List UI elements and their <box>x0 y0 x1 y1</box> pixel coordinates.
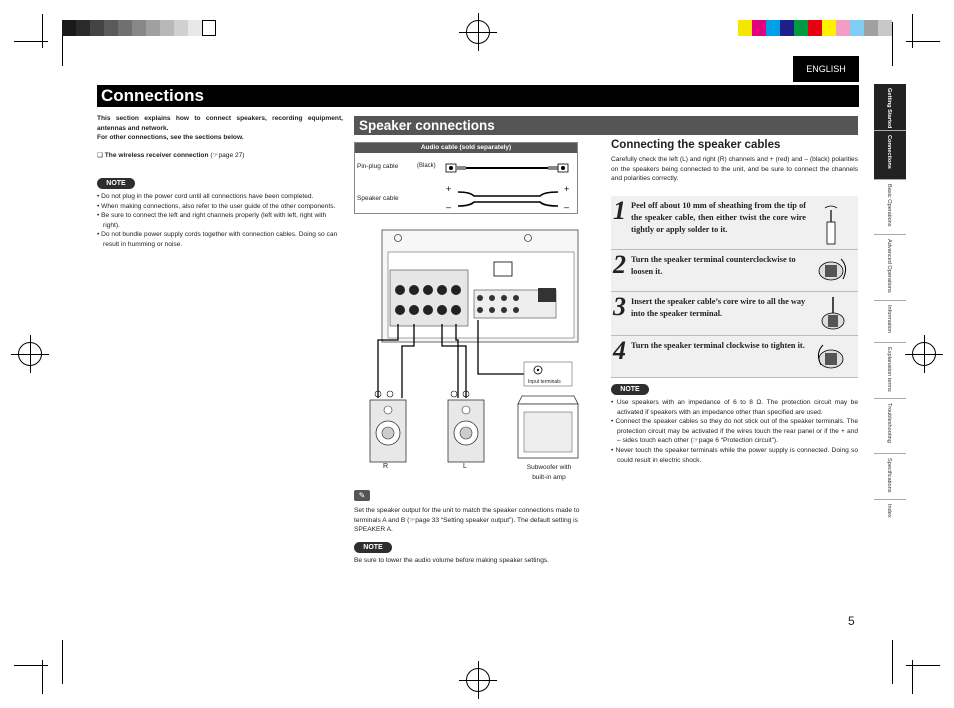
registration-mark-bottom <box>466 668 490 692</box>
memo-text: Set the speaker output for the unit to match the speaker connections made to terminals A and B ( <box>354 507 580 524</box>
terminal-tighten-icon <box>813 339 853 375</box>
step-1 <box>611 196 858 250</box>
terminal-loosen-icon <box>813 253 853 289</box>
tab-specifications[interactable]: Specifications <box>874 454 906 500</box>
tab-index[interactable]: Index <box>886 504 892 518</box>
speaker-left <box>448 391 484 462</box>
tab-connections[interactable]: Connections <box>874 131 906 180</box>
wireless-label: The wireless receiver connection <box>104 151 209 159</box>
note-item: • Never touch the speaker terminals while the power supply is connected. Doing so could result in electric shock. <box>611 446 858 464</box>
tab-basic-operations[interactable]: Basic Operations <box>874 180 906 235</box>
step-text: Turn the speaker terminal counterclockwise to loosen it. <box>631 255 796 276</box>
tab-explanation-terms[interactable]: Explanation terms <box>874 343 906 399</box>
note-badge: NOTE <box>611 384 649 395</box>
tab-advanced-operations[interactable]: Advanced Operations <box>874 235 906 301</box>
step-4 <box>611 336 858 378</box>
intro-block <box>97 114 343 160</box>
speaker-cable-label: Speaker cable <box>357 195 399 202</box>
cables-heading: Connecting the speaker cables <box>611 139 781 151</box>
speaker-right <box>370 391 406 462</box>
page-ref-icon: ☞ <box>409 516 416 524</box>
step-number: 2 <box>613 250 626 279</box>
page-title-bar <box>97 85 859 107</box>
cable-illustration <box>440 156 576 212</box>
step-number: 3 <box>613 292 626 321</box>
section-heading <box>354 116 858 135</box>
connection-diagram <box>354 228 580 488</box>
left-note <box>97 178 343 250</box>
step-number: 1 <box>613 196 626 225</box>
step-2 <box>611 250 858 292</box>
memo-icon: ✎ <box>354 490 370 501</box>
intro-text-2: For other connections, see the sections below. <box>97 134 244 142</box>
note-item: • Be sure to connect the left and right channels properly (left with left, right with right). <box>97 212 327 229</box>
cables-note <box>611 384 858 465</box>
registration-mark-right <box>912 342 936 366</box>
speaker-left-label: L <box>463 463 467 470</box>
note-item: • Connect the speaker cables so they do not stick out of the speaker terminals. The protection circuit may be activated if the wires touch the rear panel or if the + and – sides touch each other (☞page 6 “Protection circuit”). <box>611 418 859 445</box>
receiver-rear-panel <box>382 230 578 342</box>
svg-text:+: + <box>564 184 570 194</box>
language-label: ENGLISH <box>793 56 859 82</box>
note-item: • When making connections, also refer to the user guide of the other components. <box>97 202 336 210</box>
registration-mark-left <box>18 342 42 366</box>
wireless-link[interactable]: ❑ The wireless receiver connection (☞page 27) <box>97 151 245 159</box>
subwoofer <box>518 396 578 458</box>
speaker-right-label: R <box>383 463 389 470</box>
cables-block <box>611 139 858 184</box>
intro-text: This section explains how to connect speakers, recording equipment, antennas and network. <box>97 115 343 132</box>
speaker-note-text: Be sure to lower the audio volume before making speaker settings. <box>354 557 549 564</box>
registration-mark-top <box>466 20 490 44</box>
step-3 <box>611 292 858 336</box>
page-number: 5 <box>848 614 855 628</box>
note-item: • Do not plug in the power cord until all connections have been completed. <box>97 193 314 200</box>
page-title: Connections <box>101 86 204 105</box>
step-text: Insert the speaker cable’s core wire to all the way into the speaker terminal. <box>631 297 806 318</box>
tab-troubleshooting[interactable]: Troubleshooting <box>874 399 906 454</box>
cable-tip-icon <box>813 200 853 246</box>
checkbox-icon: ❑ <box>97 151 103 159</box>
wireless-ref: page 27) <box>218 151 245 159</box>
input-terminals-label: Input terminals <box>528 379 561 385</box>
section-title: Speaker connections <box>359 118 495 133</box>
svg-text:+: + <box>446 184 452 194</box>
pin-plug-label: Pin-plug cable <box>357 163 399 170</box>
subwoofer-label: Subwoofer with built-in amp <box>526 464 572 481</box>
note-badge: NOTE <box>97 178 135 189</box>
pin-plug-note: (Black) <box>417 163 436 169</box>
step-text: Turn the speaker terminal clockwise to tighten it. <box>631 341 805 350</box>
cable-table <box>354 142 578 214</box>
memo-ref: page 33 “Setting speaker output”). The default setting is SPEAKER A. <box>354 516 578 534</box>
svg-text:–: – <box>446 202 452 212</box>
step-text: Peel off about 10 mm of sheathing from the tip of the speaker cable, then either twist the core wire tightly or apply solder to it. <box>631 201 806 234</box>
cables-intro: Carefully check the left (L) and right (R) channels and + (red) and – (black) polarities on the speakers being connected to the unit, and be sure to connect the channels and polarities correctly. <box>611 156 858 183</box>
speaker-note <box>354 542 604 566</box>
page-ref-icon: ☞ <box>212 151 219 159</box>
memo-block <box>354 506 604 535</box>
page-ref-icon: ☞ <box>692 437 699 445</box>
tab-getting-started[interactable]: Getting Started <box>874 84 906 131</box>
cable-table-header: Audio cable (sold separately) <box>355 143 577 153</box>
tab-information[interactable]: Information <box>874 301 906 343</box>
note-item: • Use speakers with an impedance of 6 to 8 Ω. The protection circuit may be activated if speakers with an impedance other than specified are used. <box>611 399 858 416</box>
note-badge: NOTE <box>354 542 392 553</box>
note-item: • Do not bundle power supply cords together with connection cables. Doing so can result in humming or noise. <box>97 231 338 248</box>
terminal-insert-icon <box>813 295 853 333</box>
step-number: 4 <box>613 336 626 365</box>
svg-text:–: – <box>564 202 570 212</box>
